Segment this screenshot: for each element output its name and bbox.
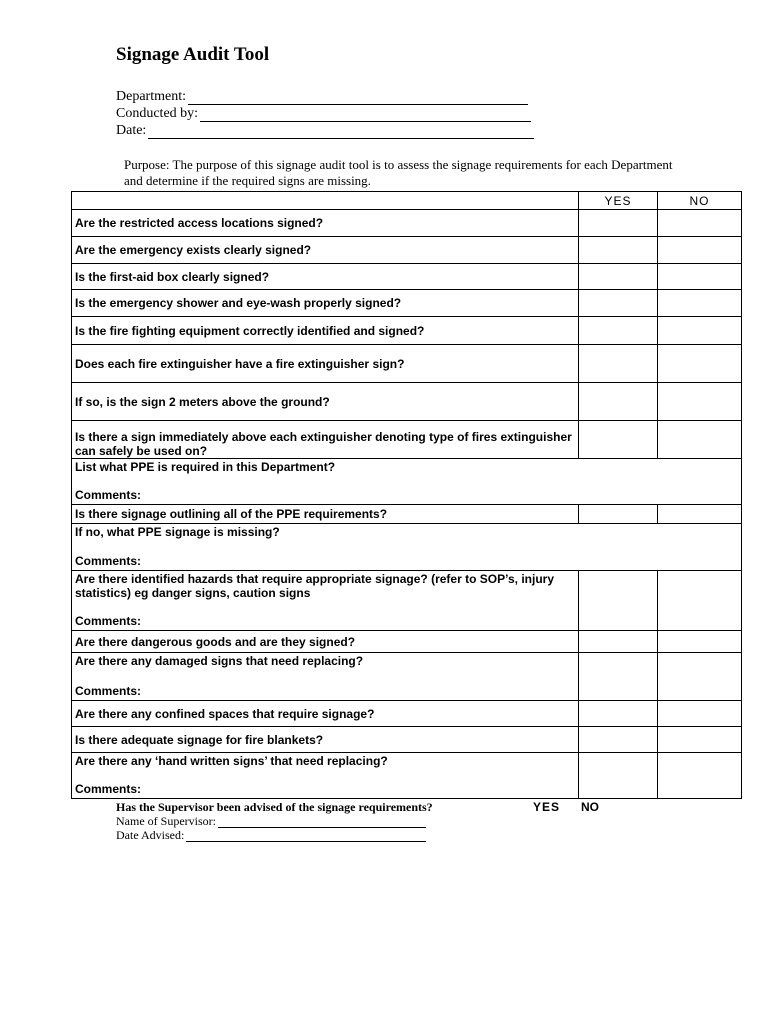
damaged-signs-cell[interactable] xyxy=(72,653,579,701)
yes-cell[interactable] xyxy=(579,505,658,524)
no-cell[interactable] xyxy=(658,264,742,290)
document-title: Signage Audit Tool xyxy=(116,44,270,65)
no-cell[interactable] xyxy=(658,727,742,753)
yes-cell[interactable] xyxy=(579,727,658,753)
table-row xyxy=(72,505,742,524)
supervisor-name-field[interactable] xyxy=(116,814,426,828)
table-row xyxy=(72,653,742,701)
no-cell[interactable] xyxy=(658,505,742,524)
yes-cell[interactable] xyxy=(579,345,658,383)
table-row xyxy=(72,345,742,383)
no-cell[interactable] xyxy=(658,653,742,701)
yes-cell[interactable] xyxy=(579,237,658,264)
question-text: Is there signage outlining all of the PPE requirements? xyxy=(72,505,579,524)
table-row xyxy=(72,459,742,505)
yes-cell[interactable] xyxy=(579,317,658,345)
comments-label: Comments: xyxy=(75,488,142,502)
table-row xyxy=(72,727,742,753)
conducted-by-field[interactable] xyxy=(116,105,531,122)
table-row xyxy=(72,631,742,653)
yes-cell[interactable] xyxy=(579,753,658,799)
ppe-required-cell[interactable] xyxy=(72,459,742,505)
table-row xyxy=(72,701,742,727)
table-row xyxy=(72,753,742,799)
question-text: Are there identified hazards that require appropriate signage? (refer to SOP’s, injury statistics) eg danger signs, caution signs xyxy=(75,572,554,600)
yes-cell[interactable] xyxy=(579,290,658,317)
header-blank xyxy=(72,192,579,210)
no-cell[interactable] xyxy=(658,345,742,383)
question-text: Is there a sign immediately above each extinguisher denoting type of fires extinguisher can safely be used on? xyxy=(72,421,579,459)
question-text: Does each fire extinguisher have a fire extinguisher sign? xyxy=(72,345,579,383)
date-field[interactable] xyxy=(116,122,534,139)
comments-label: Comments: xyxy=(75,614,142,628)
comments-label: Comments: xyxy=(75,684,142,698)
audit-table xyxy=(71,191,742,799)
yes-cell[interactable] xyxy=(579,631,658,653)
yes-cell[interactable] xyxy=(579,571,658,631)
hazards-cell[interactable] xyxy=(72,571,579,631)
question-text: Is the first-aid box clearly signed? xyxy=(72,264,579,290)
supervisor-name-label: Name of Supervisor: xyxy=(116,814,216,828)
supervisor-yes-option[interactable]: YES xyxy=(533,800,561,814)
hand-written-signs-cell[interactable] xyxy=(72,753,579,799)
yes-cell[interactable] xyxy=(579,421,658,459)
table-header-row xyxy=(72,192,742,210)
no-cell[interactable] xyxy=(658,753,742,799)
question-text: Are there any ‘hand written signs’ that need replacing? xyxy=(75,754,388,768)
no-cell[interactable] xyxy=(658,210,742,237)
no-cell[interactable] xyxy=(658,631,742,653)
yes-header: YES xyxy=(579,192,658,210)
no-cell[interactable] xyxy=(658,237,742,264)
table-row xyxy=(72,524,742,571)
purpose-text: Purpose: The purpose of this signage audit tool is to assess the signage requirements for each Department and determine if the required signs are missing. xyxy=(124,157,673,188)
yes-cell[interactable] xyxy=(579,653,658,701)
ppe-missing-cell[interactable] xyxy=(72,524,742,571)
date-label: Date: xyxy=(116,123,147,138)
question-text: Are there any damaged signs that need replacing? xyxy=(75,654,364,668)
department-label: Department: xyxy=(116,89,186,104)
department-field[interactable] xyxy=(116,88,528,105)
table-row xyxy=(72,383,742,421)
question-text: Is the emergency shower and eye-wash properly signed? xyxy=(72,290,579,317)
question-text: Are the emergency exists clearly signed? xyxy=(72,237,579,264)
yes-cell[interactable] xyxy=(579,701,658,727)
no-cell[interactable] xyxy=(658,421,742,459)
no-cell[interactable] xyxy=(658,383,742,421)
table-row xyxy=(72,571,742,631)
table-row xyxy=(72,210,742,237)
table-row xyxy=(72,290,742,317)
table-row xyxy=(72,264,742,290)
table-row xyxy=(72,317,742,345)
date-advised-line[interactable] xyxy=(186,830,426,842)
no-header: NO xyxy=(658,192,742,210)
question-text: List what PPE is required in this Department? xyxy=(75,460,336,474)
date-advised-field[interactable] xyxy=(116,828,426,842)
supervisor-no-option[interactable]: NO xyxy=(581,800,599,814)
question-text: Are the restricted access locations signed? xyxy=(72,210,579,237)
question-text: Are there any confined spaces that require signage? xyxy=(72,701,579,727)
no-cell[interactable] xyxy=(658,701,742,727)
yes-cell[interactable] xyxy=(579,210,658,237)
question-text: Are there dangerous goods and are they signed? xyxy=(72,631,579,653)
supervisor-question: Has the Supervisor been advised of the signage requirements? xyxy=(116,800,433,814)
supervisor-name-line[interactable] xyxy=(218,816,426,828)
question-text: If so, is the sign 2 meters above the ground? xyxy=(72,383,579,421)
question-text: Is there adequate signage for fire blankets? xyxy=(72,727,579,753)
date-advised-label: Date Advised: xyxy=(116,828,185,842)
question-text: Is the fire fighting equipment correctly identified and signed? xyxy=(72,317,579,345)
no-cell[interactable] xyxy=(658,571,742,631)
comments-label: Comments: xyxy=(75,554,142,568)
yes-cell[interactable] xyxy=(579,264,658,290)
date-line[interactable] xyxy=(148,125,534,139)
table-row xyxy=(72,237,742,264)
no-cell[interactable] xyxy=(658,290,742,317)
no-cell[interactable] xyxy=(658,317,742,345)
conducted-by-label: Conducted by: xyxy=(116,106,199,121)
conducted-by-line[interactable] xyxy=(200,108,531,122)
comments-label: Comments: xyxy=(75,782,142,796)
department-line[interactable] xyxy=(188,91,528,105)
question-text: If no, what PPE signage is missing? xyxy=(75,525,280,539)
table-row xyxy=(72,421,742,459)
yes-cell[interactable] xyxy=(579,383,658,421)
